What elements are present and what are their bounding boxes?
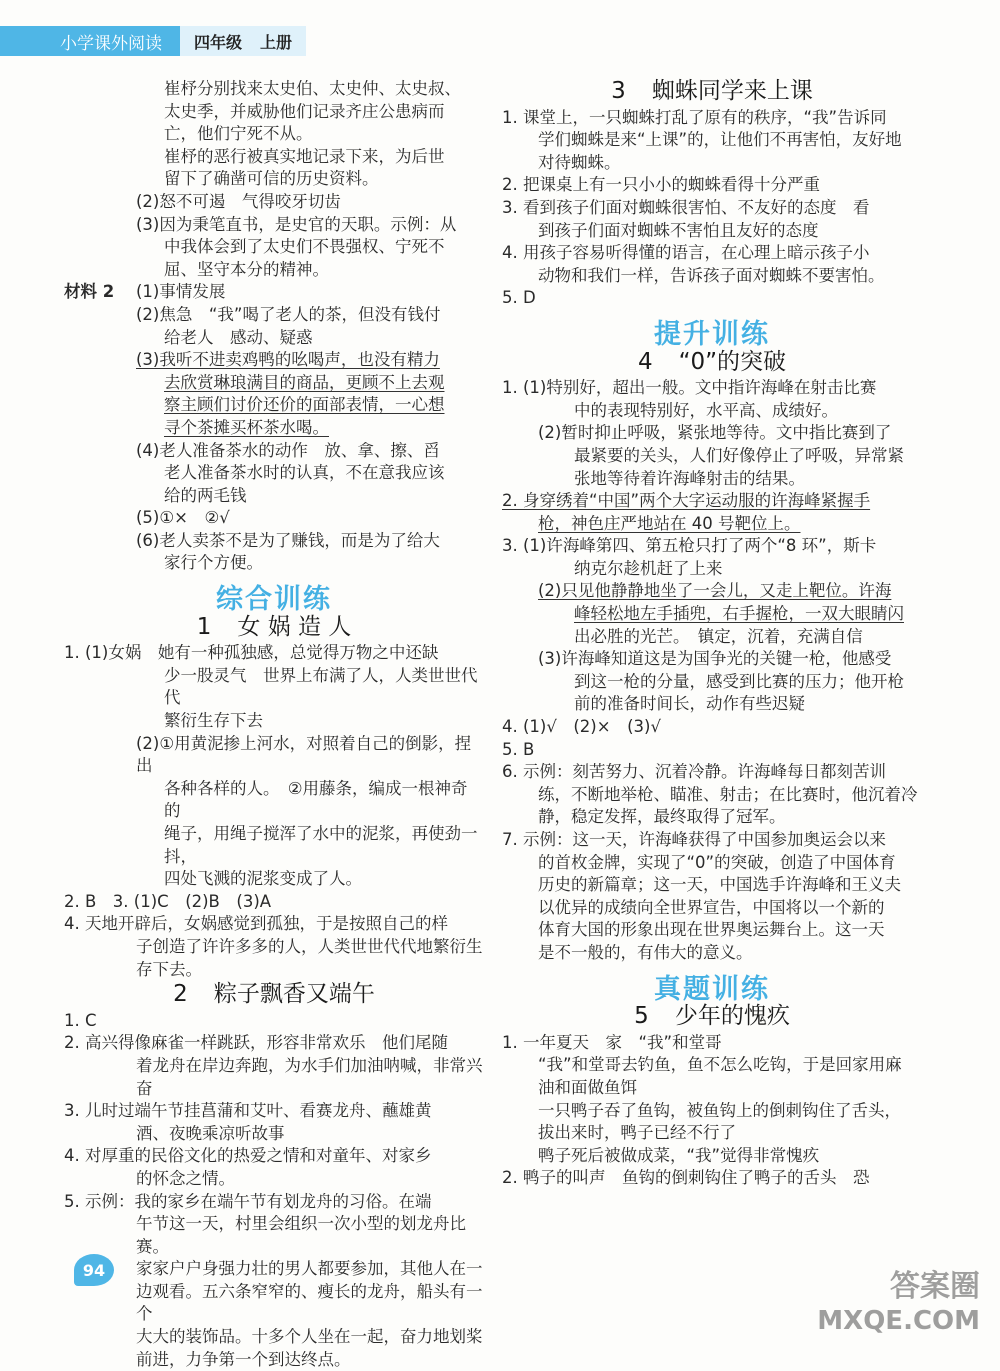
answer-text: 存下去。 bbox=[136, 959, 202, 979]
answer-line bbox=[502, 513, 922, 536]
answer-line bbox=[502, 784, 922, 807]
answer-line bbox=[502, 852, 922, 875]
answer-text: 枪，神色庄严地站在 40 号靶位上。 bbox=[538, 513, 801, 533]
answer-line bbox=[64, 1281, 484, 1326]
answer-line bbox=[502, 468, 922, 491]
answer-line bbox=[502, 490, 922, 513]
answer-line bbox=[502, 603, 922, 626]
answer-line bbox=[64, 733, 484, 778]
answer-text: 子创造了许许多多的人，人类世世代代地繁衍生 bbox=[136, 936, 483, 956]
answer-text: 学们蜘蛛是来“上课”的，让他们不再害怕，友好地 bbox=[538, 130, 902, 150]
answer-text: 到孩子们面对蜘蛛不害怕且友好的态度 bbox=[538, 220, 819, 240]
grade-label bbox=[180, 26, 306, 56]
answer-text: 大大的装饰品。十多个人坐在一起，奋力地划桨 bbox=[136, 1327, 483, 1347]
answer-line bbox=[502, 626, 922, 649]
answer-line bbox=[64, 868, 484, 891]
answer-text: (4)老人准备茶水的动作 放、拿、擦、舀 bbox=[136, 440, 440, 460]
answer-text: 4. (1)√ (2)× (3)√ bbox=[502, 717, 661, 737]
answer-line bbox=[64, 101, 484, 124]
answer-text: (3)因为秉笔直书，是史官的天职。示例：从 bbox=[136, 214, 457, 234]
answer-line bbox=[64, 1055, 484, 1100]
lesson-name: 蜘蛛同学来上课 bbox=[651, 78, 813, 104]
section-heading: 真题训练 bbox=[654, 973, 770, 1005]
answer-line bbox=[64, 1349, 484, 1371]
answer-text: 各种各样的人。 ②用藤条，编成一根神奇的 bbox=[164, 778, 468, 821]
answer-line bbox=[502, 1122, 922, 1145]
answer-text: 的怀念之情。 bbox=[136, 1168, 235, 1188]
answer-text: 7. 示例：这一天，许海峰获得了中国参加奥运会以来 bbox=[502, 830, 886, 849]
lesson-number: 3 bbox=[611, 78, 626, 104]
answer-text: 的首枚金牌，实现了“0”的突破，创造了中国体育 bbox=[538, 852, 896, 872]
answer-text: 前的准备时间长，动作有些迟疑 bbox=[574, 694, 805, 714]
answer-line bbox=[502, 1167, 922, 1190]
answer-line bbox=[502, 107, 922, 130]
answer-line bbox=[502, 1054, 922, 1077]
watermark bbox=[817, 1270, 980, 1338]
watermark-logo: 答案圈 bbox=[890, 1269, 980, 1304]
answer-line bbox=[64, 1123, 484, 1146]
answer-text: “我”和堂哥去钓鱼，鱼不怎么吃钩，于是回家用麻 bbox=[538, 1055, 902, 1075]
series-title: 小学课外阅读 bbox=[0, 26, 180, 56]
answer-line bbox=[502, 739, 922, 762]
answer-text: 2. 鸭子的叫声 鱼钩的倒刺钩住了鸭子的舌头 恐 bbox=[502, 1168, 870, 1188]
answer-line bbox=[64, 146, 484, 169]
answer-line bbox=[502, 716, 922, 739]
answer-text: 2. 把课桌上有一只小小的蜘蛛看得十分严重 bbox=[502, 175, 820, 195]
answer-line bbox=[64, 1326, 484, 1349]
lesson-number: 4 bbox=[637, 348, 653, 375]
answer-line bbox=[64, 1100, 484, 1123]
answer-line bbox=[64, 78, 484, 101]
lesson-name: “0”的突破 bbox=[678, 348, 787, 375]
answer-text: 边观看。五六条窄窄的、瘦长的龙舟，船头有一个 bbox=[136, 1281, 483, 1324]
answer-line bbox=[502, 287, 922, 310]
answer-line bbox=[502, 897, 922, 920]
answer-text: 动物和我们一样，告诉孩子面对蜘蛛不要害怕。 bbox=[538, 265, 885, 285]
lesson-number: 2 bbox=[173, 981, 188, 1008]
answer-line bbox=[502, 377, 922, 400]
answer-text: 少一股灵气 世界上布满了人，人类世世代代 bbox=[164, 665, 478, 708]
answer-text: (3)许海峰知道这是为国争光的关键一枪，他感受 bbox=[538, 649, 892, 669]
answer-text: 以优异的成绩向全世界宣告，中国将以一个新的 bbox=[538, 897, 885, 917]
answer-line bbox=[64, 823, 484, 868]
answer-line bbox=[502, 874, 922, 897]
answer-text: 练，不断地举枪、瞄准、射击；在比赛时，他沉着冷 bbox=[538, 784, 918, 804]
answer-line bbox=[64, 913, 484, 936]
lesson-title bbox=[502, 1005, 922, 1028]
page-number: 94 bbox=[74, 1254, 114, 1286]
answer-text: 前进，力争第一个到达终点。 bbox=[136, 1349, 351, 1369]
answer-line bbox=[64, 959, 484, 982]
answer-line bbox=[64, 1010, 484, 1033]
answer-line bbox=[502, 693, 922, 716]
answer-text: 一只鸭子吞了鱼钩，被鱼钩上的倒刺钩住了舌头， bbox=[538, 1100, 901, 1120]
answer-line bbox=[64, 1191, 484, 1214]
answer-text: (2)焦急 “我”喝了老人的茶，但没有钱付 bbox=[136, 304, 441, 324]
answer-line bbox=[502, 919, 922, 942]
answer-line bbox=[64, 372, 484, 395]
answer-line bbox=[502, 1145, 922, 1168]
answer-text: (2)暂时抑止呼吸，紧张地等待。文中指比赛到了 bbox=[538, 423, 892, 443]
answer-line bbox=[502, 806, 922, 829]
answer-text: 崔杼的恶行被真实地记录下来，为后世 bbox=[164, 146, 445, 166]
answer-text: 寻个茶摊买杯茶水喝。 bbox=[164, 417, 329, 437]
answer-text: 历史的新篇章；这一天，中国选手许海峰和王义夫 bbox=[538, 875, 901, 895]
grade: 四年级 bbox=[194, 32, 243, 52]
answer-line bbox=[64, 191, 484, 214]
answer-text: 着龙舟在岸边奔跑，为水手们加油呐喊，非常兴奋 bbox=[136, 1055, 483, 1098]
answer-text: (2)怒不可遏 气得咬牙切齿 bbox=[136, 191, 341, 211]
answer-text: 给老人 感动、疑惑 bbox=[164, 327, 313, 347]
answer-text: (1)事情发展 bbox=[136, 282, 226, 302]
answer-line bbox=[502, 1077, 922, 1100]
answer-text: (2)①用黄泥掺上河水，对照着自己的倒影，捏出 bbox=[136, 733, 472, 776]
lesson-name: 女 娲 造 人 bbox=[237, 613, 352, 640]
answer-text: 酒、夜晚乘凉听故事 bbox=[136, 1123, 285, 1143]
answer-text: 中的表现特别好，水平高、成绩好。 bbox=[574, 400, 838, 420]
answer-text: 2. B 3. (1)C (2)B (3)A bbox=[64, 891, 272, 911]
answer-text: 鸭子死后被做成菜，“我”觉得非常愧疚 bbox=[538, 1145, 820, 1165]
answer-line bbox=[64, 327, 484, 350]
answer-line bbox=[502, 445, 922, 468]
answer-text: 崔杼分别找来太史伯、太史仲、太史叔、 bbox=[164, 79, 461, 98]
term: 上册 bbox=[260, 32, 293, 52]
answer-text: 中我体会到了太史们不畏强权、宁死不 bbox=[164, 237, 445, 257]
answer-line bbox=[502, 558, 922, 581]
section-heading: 综合训练 bbox=[216, 584, 332, 616]
answer-line bbox=[64, 259, 484, 282]
answer-line bbox=[64, 1213, 484, 1258]
answer-text: 出必胜的光芒。 镇定，沉着，充满自信 bbox=[574, 626, 863, 646]
answer-text: 老人准备茶水时的认真，不在意我应该 bbox=[164, 463, 445, 483]
lesson-name: 粽子飘香又端午 bbox=[213, 981, 375, 1008]
answer-line bbox=[502, 648, 922, 671]
answer-line bbox=[64, 236, 484, 259]
answer-text: 4. 天地开辟后，女娲感觉到孤独，于是按照自己的样 bbox=[64, 914, 448, 934]
answer-text: 油和面做鱼饵 bbox=[538, 1077, 637, 1097]
answer-line bbox=[64, 507, 484, 530]
lesson-number: 1 bbox=[196, 613, 212, 640]
answer-line bbox=[64, 168, 484, 191]
book-header bbox=[0, 26, 330, 56]
lesson-title bbox=[502, 80, 922, 103]
answer-line bbox=[64, 891, 484, 914]
answer-line bbox=[64, 642, 484, 665]
answer-line bbox=[502, 152, 922, 175]
answer-text: 给的两毛钱 bbox=[164, 485, 247, 505]
answer-text: 绳子，用绳子搅浑了水中的泥浆，再使劲一抖， bbox=[164, 824, 478, 866]
answer-line bbox=[502, 242, 922, 265]
answer-line bbox=[502, 829, 922, 852]
watermark-site: MXQE.COM bbox=[817, 1306, 980, 1336]
answer-line bbox=[502, 197, 922, 220]
answer-line bbox=[64, 123, 484, 146]
lesson-name: 少年的愧疚 bbox=[674, 1003, 790, 1030]
answer-line bbox=[502, 265, 922, 288]
answer-text: 1. 一年夏天 家 “我”和堂哥 bbox=[502, 1032, 722, 1052]
answer-text: 屈、坚守本分的精神。 bbox=[164, 259, 329, 279]
answer-text: 去欣赏琳琅满目的商品，更顾不上去观 bbox=[164, 372, 445, 392]
answer-text: 2. 身穿绣着“中国”两个大字运动服的许海峰紧握手 bbox=[502, 491, 871, 511]
answer-line bbox=[64, 1258, 484, 1281]
answer-line bbox=[64, 1168, 484, 1191]
answer-line bbox=[64, 417, 484, 440]
answer-text: (3)我听不进卖鸡鸭的吆喝声，也没有精力 bbox=[136, 350, 440, 370]
answer-text: 2. 高兴得像麻雀一样跳跃，形容非常欢乐 他们尾随 bbox=[64, 1033, 448, 1053]
answer-text: 5. D bbox=[502, 288, 536, 308]
answer-line bbox=[502, 220, 922, 243]
answer-line bbox=[64, 462, 484, 485]
answer-text: 6. 示例：刻苦努力、沉着冷静。许海峰每日都刻苦训 bbox=[502, 762, 886, 782]
material-label-line bbox=[64, 281, 484, 304]
answer-text: 1. (1)女娲 她有一种孤独感，总觉得万物之中还缺 bbox=[64, 643, 439, 663]
answer-text: 繁衍生存下去 bbox=[164, 711, 263, 731]
answer-text: 最紧要的关头，人们好像停止了呼吸，异常紧 bbox=[574, 445, 904, 465]
answer-text: 5. B bbox=[502, 739, 535, 759]
answer-text: 太史季，并威胁他们记录齐庄公患病而 bbox=[164, 101, 445, 121]
answer-line bbox=[502, 1032, 922, 1055]
answer-line bbox=[64, 304, 484, 327]
answer-line bbox=[64, 214, 484, 237]
answer-line bbox=[502, 1100, 922, 1123]
answer-text: 察主顾们讨价还价的面部表情，一心想 bbox=[164, 395, 445, 415]
answer-line bbox=[64, 440, 484, 463]
answer-line bbox=[502, 580, 922, 603]
answer-line bbox=[502, 174, 922, 197]
answer-text: (5)①× ②√ bbox=[136, 508, 230, 528]
lesson-title bbox=[502, 348, 922, 375]
answer-text: 四处飞溅的泥浆变成了人。 bbox=[164, 869, 362, 889]
answer-line bbox=[64, 936, 484, 959]
answer-text: (2)只见他静静地坐了一会儿，又走上靶位。许海 bbox=[538, 581, 892, 601]
answer-line bbox=[502, 942, 922, 965]
answer-line bbox=[64, 394, 484, 417]
answer-text: 留下了确凿可信的历史资料。 bbox=[164, 169, 379, 189]
answer-text: 拔出来时，鸭子已经不行了 bbox=[538, 1123, 736, 1143]
answer-line bbox=[64, 552, 484, 575]
answer-text: 纳克尔趁机赶了上来 bbox=[574, 558, 723, 578]
answer-text: 静，稳定发挥，最终取得了冠军。 bbox=[538, 807, 786, 827]
answer-text: 到这一枪的分量，感受到比赛的压力；他开枪 bbox=[574, 671, 904, 691]
lesson-title bbox=[64, 613, 484, 640]
answer-text: 3. 看到孩子们面对蜘蛛很害怕、不友好的态度 看 bbox=[502, 197, 870, 217]
answer-line bbox=[64, 485, 484, 508]
answer-line bbox=[64, 710, 484, 733]
answer-text: 家行个方便。 bbox=[164, 553, 263, 573]
answer-text: 1. C bbox=[64, 1010, 97, 1030]
answer-line bbox=[64, 349, 484, 372]
answer-text: 体育大国的形象出现在世界奥运舞台上。这一天 bbox=[538, 920, 885, 940]
answer-text: 张地等待着许海峰射击的结果。 bbox=[574, 468, 805, 488]
answer-text: 亡，他们宁死不从。 bbox=[164, 124, 313, 144]
answer-text: 对待蜘蛛。 bbox=[538, 152, 621, 172]
answer-text: 家家户户身强力壮的男人都要参加，其他人在一 bbox=[136, 1259, 483, 1279]
material-label: 材料 2 bbox=[64, 282, 115, 302]
answer-text: 4. 对厚重的民俗文化的热爱之情和对童年、对家乡 bbox=[64, 1146, 432, 1166]
answer-line bbox=[64, 778, 484, 823]
answer-line bbox=[64, 530, 484, 553]
left-column bbox=[64, 78, 484, 1371]
answer-text: 1. 课堂上，一只蜘蛛打乱了原有的秩序，“我”告诉同 bbox=[502, 107, 887, 127]
answer-line bbox=[64, 1145, 484, 1168]
answer-line bbox=[64, 1032, 484, 1055]
answer-text: (6)老人卖茶不是为了赚钱，而是为了给大 bbox=[136, 530, 440, 550]
answer-text: 3. (1)许海峰第四、第五枪只打了两个“8 环”，斯卡 bbox=[502, 536, 877, 556]
answer-text: 3. 儿时过端午节挂菖蒲和艾叶、看赛龙舟、蘸雄黄 bbox=[64, 1101, 432, 1121]
answer-text: 5. 示例：我的家乡在端午节有划龙舟的习俗。在端 bbox=[64, 1191, 432, 1211]
answer-text: 峰轻松地左手插兜，右手握枪，一双大眼睛闪 bbox=[574, 604, 904, 624]
answer-line bbox=[502, 671, 922, 694]
answer-line bbox=[502, 535, 922, 558]
answer-line bbox=[502, 129, 922, 152]
answer-text: 是不一般的，有伟大的意义。 bbox=[538, 942, 753, 962]
answer-line bbox=[502, 400, 922, 423]
answer-line bbox=[502, 422, 922, 445]
answer-text: 午节这一天，村里会组织一次小型的划龙舟比赛。 bbox=[136, 1214, 466, 1256]
section-heading: 提升训练 bbox=[654, 318, 770, 350]
answer-line bbox=[64, 665, 484, 710]
right-column bbox=[502, 78, 922, 1190]
lesson-number: 5 bbox=[634, 1003, 649, 1030]
answer-text: 4. 用孩子容易听得懂的语言，在心理上暗示孩子小 bbox=[502, 243, 870, 263]
answer-text: 1. (1)特别好，超出一般。文中指许海峰在射击比赛 bbox=[502, 378, 877, 398]
answer-line bbox=[502, 761, 922, 784]
lesson-title bbox=[64, 983, 484, 1006]
